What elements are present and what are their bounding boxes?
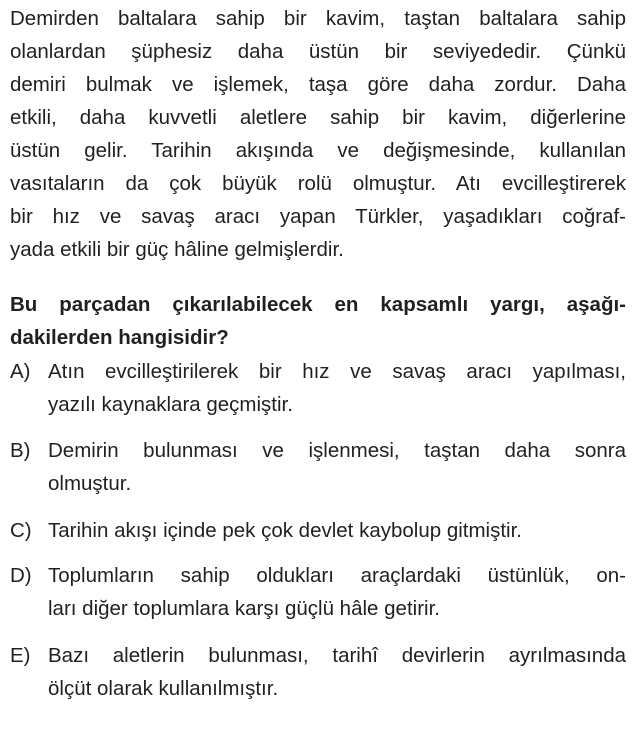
question-line: Bu parçadan çıkarılabilecek en kapsamlı yargı, aşağı-: [10, 293, 626, 316]
option-text[interactable]: ları diğer toplumlara karşı güçlü hâle getirir.: [48, 597, 440, 620]
passage-line: etkili, daha kuvvetli aletlere sahip bir kavim, diğerlerine: [10, 106, 626, 129]
passage-line: üstün gelir. Tarihin akışında ve değişmesinde, kullanılan: [10, 139, 626, 162]
passage-line: Demirden baltalara sahip bir kavim, taştan baltalara sahip: [10, 7, 626, 30]
passage-line: yada etkili bir güç hâline gelmişlerdir.: [10, 238, 344, 261]
option-text[interactable]: Tarihin akışı içinde pek çok devlet kaybolup gitmiştir.: [48, 519, 523, 542]
option-text[interactable]: Atın evcilleştirilerek bir hız ve savaş aracı yapılması,: [48, 360, 626, 383]
option-text[interactable]: olmuştur.: [48, 472, 132, 495]
option-letter[interactable]: D): [10, 564, 32, 587]
option-letter[interactable]: E): [10, 644, 31, 667]
option-text[interactable]: ölçüt olarak kullanılmıştır.: [48, 677, 279, 700]
option-letter[interactable]: A): [10, 360, 31, 383]
option-text[interactable]: Toplumların sahip oldukları araçlardaki üstünlük, on-: [48, 564, 626, 587]
option-text[interactable]: Bazı aletlerin bulunması, tarihî devirlerin ayrılmasında: [48, 644, 626, 667]
passage-line: bir hız ve savaş aracı yapan Türkler, yaşadıkları coğraf-: [10, 205, 626, 228]
passage-line: vasıtaların da çok büyük rolü olmuştur. Atı evcilleştirerek: [10, 172, 626, 195]
option-letter[interactable]: B): [10, 439, 31, 462]
option-text[interactable]: yazılı kaynaklara geçmiştir.: [48, 393, 293, 416]
passage-line: olanlardan şüphesiz daha üstün bir seviyededir. Çünkü: [10, 40, 626, 63]
question-line: dakilerden hangisidir?: [10, 326, 229, 349]
passage-line: demiri bulmak ve işlemek, taşa göre daha zordur. Daha: [10, 73, 626, 96]
option-text[interactable]: Demirin bulunması ve işlenmesi, taştan daha sonra: [48, 439, 626, 462]
option-letter[interactable]: C): [10, 519, 32, 542]
